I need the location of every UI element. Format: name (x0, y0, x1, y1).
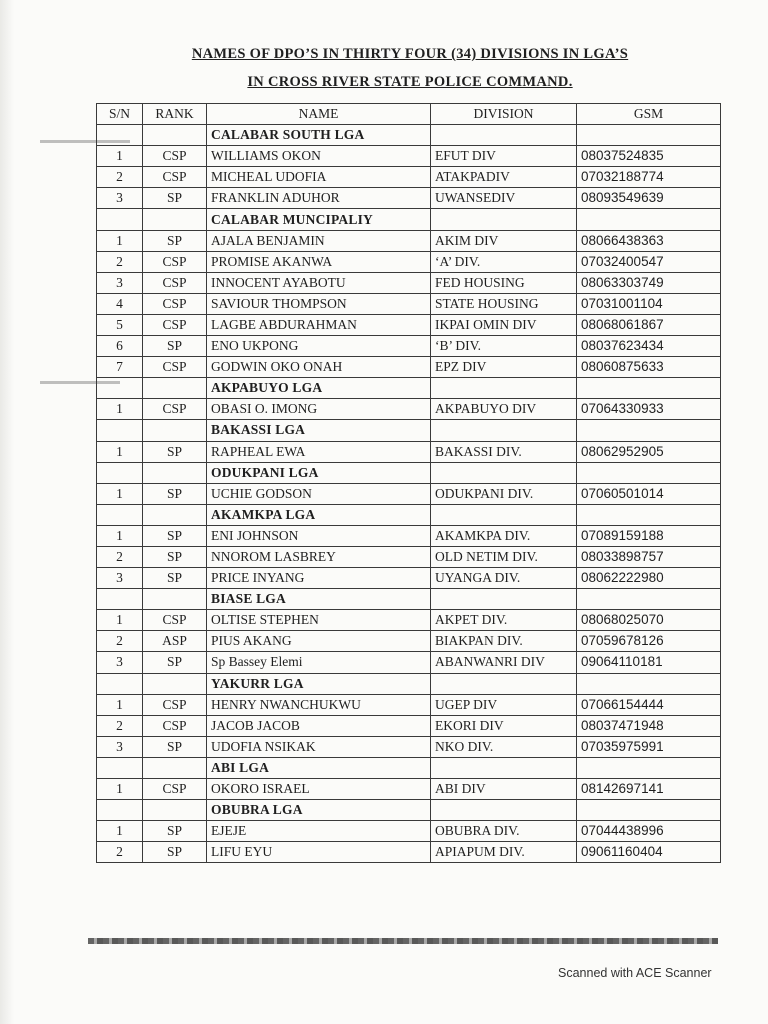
cell-gsm: 07089159188 (577, 525, 721, 546)
table-row (97, 167, 721, 188)
cell-sn: 3 (97, 736, 143, 757)
lga-name: ODUKPANI LGA (207, 462, 431, 483)
lga-header-row (97, 209, 721, 230)
cell-rank: CSP (143, 779, 207, 800)
cell-sn (97, 209, 143, 230)
table-header-row (97, 104, 721, 125)
cell-rank: CSP (143, 293, 207, 314)
cell-division (431, 504, 577, 525)
cell-rank: SP (143, 230, 207, 251)
cell-gsm (577, 420, 721, 441)
cell-sn (97, 589, 143, 610)
table-row (97, 610, 721, 631)
cell-rank: CSP (143, 314, 207, 335)
lga-header-row (97, 420, 721, 441)
dpo-roster-table (96, 103, 721, 863)
cell-rank: SP (143, 483, 207, 504)
lga-name: CALABAR MUNCIPALIY (207, 209, 431, 230)
cell-gsm: 07064330933 (577, 399, 721, 420)
cell-name: Sp Bassey Elemi (207, 652, 431, 673)
cell-rank: SP (143, 568, 207, 589)
cell-sn: 3 (97, 652, 143, 673)
cell-sn: 2 (97, 631, 143, 652)
cell-division: AKPABUYO DIV (431, 399, 577, 420)
table-row (97, 483, 721, 504)
cell-rank: CSP (143, 272, 207, 293)
cell-sn (97, 420, 143, 441)
cell-division (431, 673, 577, 694)
cell-division: FED HOUSING (431, 272, 577, 293)
table-row (97, 546, 721, 567)
cell-division: OLD NETIM DIV. (431, 546, 577, 567)
table-row (97, 842, 721, 863)
table-row (97, 230, 721, 251)
scan-bottom-border (88, 938, 718, 944)
header-rank: RANK (143, 104, 207, 125)
lga-header-row (97, 125, 721, 146)
cell-division: BIAKPAN DIV. (431, 631, 577, 652)
cell-name: LAGBE ABDURAHMAN (207, 314, 431, 335)
cell-division: NKO DIV. (431, 736, 577, 757)
cell-sn: 1 (97, 441, 143, 462)
cell-name: PIUS AKANG (207, 631, 431, 652)
cell-division: UGEP DIV (431, 694, 577, 715)
cell-rank (143, 589, 207, 610)
cell-gsm (577, 125, 721, 146)
cell-division (431, 757, 577, 778)
cell-gsm: 07032188774 (577, 167, 721, 188)
cell-sn: 1 (97, 146, 143, 167)
lga-name: BIASE LGA (207, 589, 431, 610)
header-sn: S/N (97, 104, 143, 125)
lga-name: AKPABUYO LGA (207, 378, 431, 399)
cell-sn: 2 (97, 715, 143, 736)
document-subtitle: IN CROSS RIVER STATE POLICE COMMAND. (247, 74, 573, 90)
cell-sn (97, 757, 143, 778)
cell-division: ODUKPANI DIV. (431, 483, 577, 504)
cell-gsm: 08068061867 (577, 314, 721, 335)
cell-sn (97, 800, 143, 821)
cell-rank: CSP (143, 167, 207, 188)
cell-rank: SP (143, 652, 207, 673)
cell-gsm (577, 757, 721, 778)
lga-header-row (97, 800, 721, 821)
cell-division: APIAPUM DIV. (431, 842, 577, 863)
cell-division: ABANWANRI DIV (431, 652, 577, 673)
cell-name: OKORO ISRAEL (207, 779, 431, 800)
table-row (97, 631, 721, 652)
cell-gsm: 08063303749 (577, 272, 721, 293)
cell-rank: SP (143, 525, 207, 546)
cell-division: ABI DIV (431, 779, 577, 800)
cell-rank: SP (143, 188, 207, 209)
cell-division: STATE HOUSING (431, 293, 577, 314)
cell-division: EPZ DIV (431, 357, 577, 378)
cell-sn: 4 (97, 293, 143, 314)
cell-rank (143, 462, 207, 483)
cell-gsm: 07066154444 (577, 694, 721, 715)
scanner-watermark: Scanned with ACE Scanner (558, 966, 712, 980)
cell-sn: 1 (97, 525, 143, 546)
cell-gsm: 08037623434 (577, 336, 721, 357)
cell-division (431, 800, 577, 821)
cell-sn: 6 (97, 336, 143, 357)
cell-sn (97, 462, 143, 483)
cell-division: EFUT DIV (431, 146, 577, 167)
cell-rank (143, 800, 207, 821)
cell-name: LIFU EYU (207, 842, 431, 863)
cell-division: AKIM DIV (431, 230, 577, 251)
cell-name: WILLIAMS OKON (207, 146, 431, 167)
lga-header-row (97, 378, 721, 399)
table-body (97, 125, 721, 863)
cell-sn: 3 (97, 188, 143, 209)
cell-gsm (577, 673, 721, 694)
cell-gsm (577, 209, 721, 230)
lga-header-row (97, 589, 721, 610)
cell-gsm: 08142697141 (577, 779, 721, 800)
cell-division (431, 209, 577, 230)
lga-name: BAKASSI LGA (207, 420, 431, 441)
cell-sn: 1 (97, 230, 143, 251)
cell-gsm: 07032400547 (577, 251, 721, 272)
lga-header-row (97, 462, 721, 483)
cell-gsm (577, 504, 721, 525)
lga-header-row (97, 757, 721, 778)
cell-name: RAPHEAL EWA (207, 441, 431, 462)
cell-sn: 1 (97, 821, 143, 842)
cell-division: AKAMKPA DIV. (431, 525, 577, 546)
table-row (97, 314, 721, 335)
cell-gsm: 08060875633 (577, 357, 721, 378)
cell-sn: 2 (97, 842, 143, 863)
cell-name: UCHIE GODSON (207, 483, 431, 504)
cell-division (431, 125, 577, 146)
cell-sn: 1 (97, 483, 143, 504)
cell-gsm: 07044438996 (577, 821, 721, 842)
cell-rank: SP (143, 336, 207, 357)
cell-gsm: 08066438363 (577, 230, 721, 251)
cell-division: OBUBRA DIV. (431, 821, 577, 842)
lga-name: OBUBRA LGA (207, 800, 431, 821)
cell-name: MICHEAL UDOFIA (207, 167, 431, 188)
table-row (97, 357, 721, 378)
cell-gsm: 08062952905 (577, 441, 721, 462)
cell-sn: 2 (97, 167, 143, 188)
cell-sn: 1 (97, 694, 143, 715)
table-row (97, 399, 721, 420)
cell-sn (97, 125, 143, 146)
table-row (97, 525, 721, 546)
cell-sn (97, 504, 143, 525)
cell-division (431, 462, 577, 483)
lga-header-row (97, 504, 721, 525)
cell-name: OBASI O. IMONG (207, 399, 431, 420)
cell-name: HENRY NWANCHUKWU (207, 694, 431, 715)
cell-name: ENI JOHNSON (207, 525, 431, 546)
cell-division: BAKASSI DIV. (431, 441, 577, 462)
table-row (97, 146, 721, 167)
cell-division: ‘A’ DIV. (431, 251, 577, 272)
cell-sn: 3 (97, 568, 143, 589)
cell-gsm: 08037524835 (577, 146, 721, 167)
cell-name: PROMISE AKANWA (207, 251, 431, 272)
cell-name: SAVIOUR THOMPSON (207, 293, 431, 314)
table-row (97, 779, 721, 800)
table-row (97, 251, 721, 272)
cell-sn: 2 (97, 546, 143, 567)
lga-name: YAKURR LGA (207, 673, 431, 694)
cell-name: OLTISE STEPHEN (207, 610, 431, 631)
cell-name: INNOCENT AYABOTU (207, 272, 431, 293)
cell-sn: 1 (97, 610, 143, 631)
cell-division: UYANGA DIV. (431, 568, 577, 589)
cell-name: FRANKLIN ADUHOR (207, 188, 431, 209)
cell-rank: ASP (143, 631, 207, 652)
cell-division (431, 378, 577, 399)
cell-sn: 1 (97, 779, 143, 800)
cell-gsm: 08033898757 (577, 546, 721, 567)
cell-rank (143, 420, 207, 441)
cell-rank: CSP (143, 357, 207, 378)
cell-sn: 3 (97, 272, 143, 293)
cell-rank: CSP (143, 694, 207, 715)
cell-gsm (577, 462, 721, 483)
cell-name: PRICE INYANG (207, 568, 431, 589)
table-row (97, 694, 721, 715)
cell-rank (143, 209, 207, 230)
cell-rank: CSP (143, 715, 207, 736)
cell-rank: SP (143, 441, 207, 462)
cell-sn: 1 (97, 399, 143, 420)
cell-rank (143, 673, 207, 694)
cell-gsm: 08068025070 (577, 610, 721, 631)
cell-gsm (577, 800, 721, 821)
table-row (97, 821, 721, 842)
cell-division: AKPET DIV. (431, 610, 577, 631)
scan-edge-shadow (0, 0, 14, 1024)
cell-rank: SP (143, 821, 207, 842)
cell-sn (97, 378, 143, 399)
cell-division: ‘B’ DIV. (431, 336, 577, 357)
cell-rank (143, 757, 207, 778)
table-row (97, 293, 721, 314)
cell-gsm: 08037471948 (577, 715, 721, 736)
lga-header-row (97, 673, 721, 694)
table-row (97, 736, 721, 757)
cell-rank: CSP (143, 251, 207, 272)
lga-name: AKAMKPA LGA (207, 504, 431, 525)
cell-sn: 5 (97, 314, 143, 335)
cell-name: UDOFIA NSIKAK (207, 736, 431, 757)
cell-division (431, 420, 577, 441)
cell-gsm: 07059678126 (577, 631, 721, 652)
header-division: DIVISION (431, 104, 577, 125)
table-row (97, 272, 721, 293)
cell-rank: SP (143, 736, 207, 757)
cell-gsm: 07035975991 (577, 736, 721, 757)
cell-gsm: 07060501014 (577, 483, 721, 504)
cell-name: ENO UKPONG (207, 336, 431, 357)
header-name: NAME (207, 104, 431, 125)
cell-rank: CSP (143, 399, 207, 420)
document-title: NAMES OF DPO’S IN THIRTY FOUR (34) DIVISIONS IN LGA’S (191, 46, 629, 62)
table-row (97, 336, 721, 357)
table-row (97, 715, 721, 736)
table-row (97, 441, 721, 462)
cell-gsm: 07031001104 (577, 293, 721, 314)
lga-name: ABI LGA (207, 757, 431, 778)
cell-name: AJALA BENJAMIN (207, 230, 431, 251)
table-row (97, 568, 721, 589)
cell-sn: 7 (97, 357, 143, 378)
lga-name: CALABAR SOUTH LGA (207, 125, 431, 146)
cell-division: UWANSEDIV (431, 188, 577, 209)
cell-gsm: 08093549639 (577, 188, 721, 209)
cell-sn: 2 (97, 251, 143, 272)
cell-gsm: 09064110181 (577, 652, 721, 673)
table-row (97, 188, 721, 209)
cell-gsm: 08062222980 (577, 568, 721, 589)
cell-division: EKORI DIV (431, 715, 577, 736)
cell-name: EJEJE (207, 821, 431, 842)
cell-rank: CSP (143, 610, 207, 631)
cell-rank: SP (143, 842, 207, 863)
cell-rank: CSP (143, 146, 207, 167)
table-row (97, 652, 721, 673)
cell-name: NNOROM LASBREY (207, 546, 431, 567)
cell-rank (143, 504, 207, 525)
cell-division: ATAKPADIV (431, 167, 577, 188)
cell-name: GODWIN OKO ONAH (207, 357, 431, 378)
cell-rank: SP (143, 546, 207, 567)
cell-gsm (577, 378, 721, 399)
cell-gsm: 09061160404 (577, 842, 721, 863)
cell-rank (143, 125, 207, 146)
cell-division: IKPAI OMIN DIV (431, 314, 577, 335)
header-gsm: GSM (577, 104, 721, 125)
cell-gsm (577, 589, 721, 610)
cell-sn (97, 673, 143, 694)
cell-rank (143, 378, 207, 399)
cell-division (431, 589, 577, 610)
cell-name: JACOB JACOB (207, 715, 431, 736)
